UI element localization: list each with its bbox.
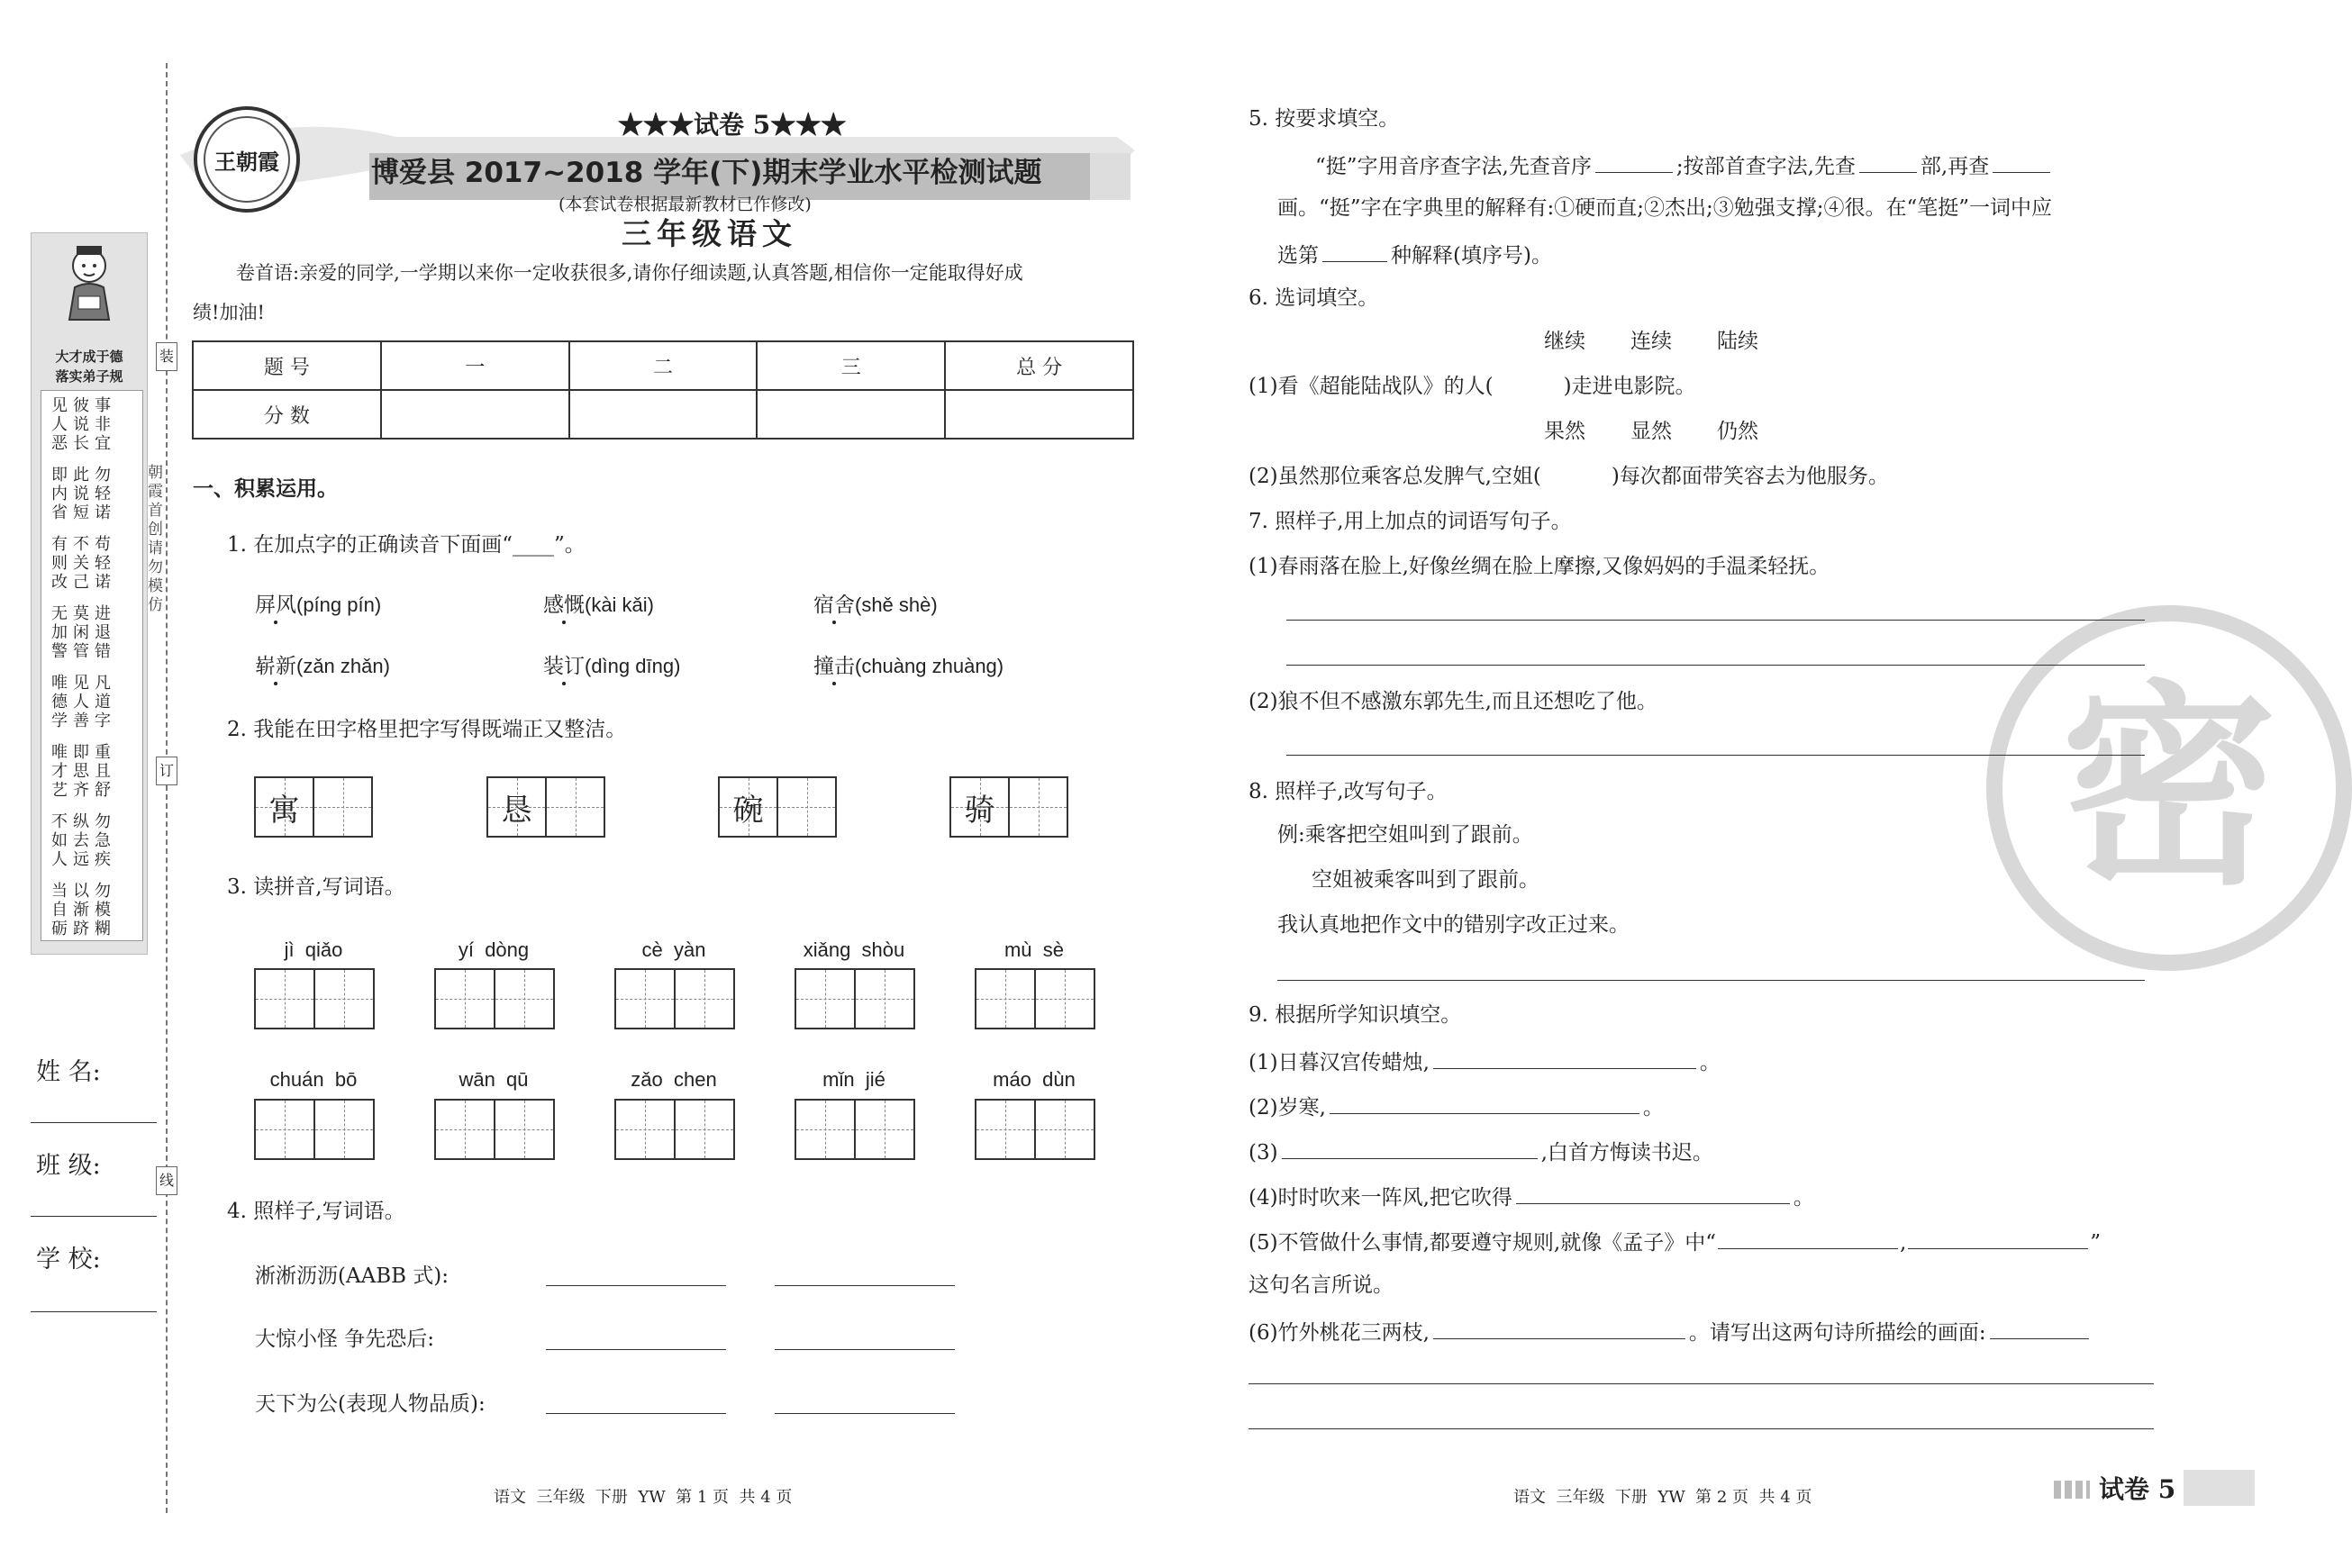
footer-left: 语文 三年级 下册 YW 第 1 页 共 4 页	[494, 1488, 793, 1507]
motto-column: 即内省	[51, 466, 68, 522]
name-field-line[interactable]	[31, 1122, 157, 1123]
q9-blank[interactable]	[1990, 1317, 2089, 1339]
q4-answer-line[interactable]	[546, 1349, 726, 1350]
q2-char: 寓	[268, 792, 300, 829]
q8-answer-line[interactable]	[1277, 980, 2145, 981]
watermark-char: 密	[2060, 662, 2277, 914]
preface-line-2: 绩!加油!	[193, 302, 265, 323]
motto-column: 勿轻诺	[95, 466, 111, 522]
q5-line-2: 画。“挺”字在字典里的解释有:①硬而直;②杰出;③勉强支撑;④很。在“笔挺”一词中应	[1277, 196, 2053, 220]
q4-answer-line[interactable]	[775, 1285, 955, 1286]
score-cell[interactable]	[945, 390, 1133, 439]
watermark-seal	[1986, 605, 2352, 971]
class-field-label: 班 级:	[36, 1152, 101, 1180]
q7-answer-line[interactable]	[1286, 755, 2145, 756]
motto-column: 彼说长	[73, 396, 89, 453]
q5-blank[interactable]	[1859, 150, 1917, 173]
scholar-illustration	[53, 240, 125, 322]
q3-grid[interactable]	[434, 1099, 555, 1160]
q7-answer-line[interactable]	[1286, 620, 2145, 621]
q9-blank[interactable]	[1718, 1227, 1898, 1249]
q2-char: 骑	[964, 792, 995, 829]
motto-column: 重且舒	[95, 743, 111, 800]
q1-item-5	[543, 653, 680, 680]
q9-item-1: (1)日暮汉宫传蜡烛, 。	[1249, 1047, 1721, 1076]
q1-pinyin-options: (shě shè)	[855, 594, 938, 616]
q3-pinyin: mǐn jié	[822, 1068, 885, 1091]
q3-pinyin: chuán bō	[269, 1068, 358, 1091]
school-field-label: 学 校:	[36, 1246, 101, 1273]
q3-grid[interactable]	[254, 968, 375, 1029]
q3-pinyin: cè yàn	[641, 938, 706, 961]
brand-logo-text: 王朝霞	[204, 116, 290, 203]
q4-answer-line[interactable]	[546, 1413, 726, 1414]
motto-column: 无加警	[51, 604, 68, 661]
q1-word: 撞击	[813, 655, 855, 678]
score-header-cell: 总 分	[945, 341, 1133, 390]
motto-column: 不如人	[51, 812, 68, 869]
q9-answer-line[interactable]	[1249, 1428, 2154, 1429]
q7-sentence-1: (1)春雨落在脸上,好像丝绸在脸上摩擦,又像妈妈的手温柔轻抚。	[1249, 555, 1830, 578]
motto-column: 以渐跻	[73, 882, 89, 938]
q2-grid[interactable]	[486, 776, 605, 838]
q3-label: 3. 读拼音,写词语。	[227, 875, 405, 899]
q1-pinyin-options: (píng pín)	[296, 594, 382, 616]
score-row-label: 分 数	[193, 390, 381, 439]
q1-item-3	[813, 592, 938, 619]
q4-item-1: 淅淅沥沥(AABB 式):	[255, 1264, 450, 1288]
q5-line-1: “挺”字用音序查字法,先查音序 ;按部首查字法,先查 部,再查	[1315, 150, 2050, 180]
q9-blank[interactable]	[1433, 1317, 1685, 1339]
q3-pinyin: xiǎng shòu	[803, 938, 905, 961]
motto-column: 见人恶	[51, 396, 68, 453]
q9-item-5: (5)不管做什么事情,都要遵守规则,就像《孟子》中“ , ”	[1249, 1227, 2101, 1256]
q1-word: 崭新	[255, 655, 296, 678]
motto-column: 勿模糊	[95, 882, 111, 938]
q3-grid[interactable]	[254, 1099, 375, 1160]
q1-pinyin-options: (kài kǎi)	[585, 594, 655, 616]
q9-item-5-cont: 这句名言所说。	[1249, 1273, 1394, 1297]
q3-grid[interactable]	[795, 968, 915, 1029]
seal-label-ding: 订	[156, 757, 177, 785]
score-header-cell: 三	[757, 341, 945, 390]
motto-column: 凡道字	[95, 674, 111, 730]
q2-grid[interactable]	[718, 776, 837, 838]
motto-column: 即思齐	[73, 743, 89, 800]
seal-label-zhuang: 装	[156, 342, 177, 371]
motto-column: 莫闲管	[73, 604, 89, 661]
score-cell[interactable]	[569, 390, 758, 439]
seal-label-xian: 线	[156, 1166, 177, 1195]
score-header-cell: 一	[381, 341, 569, 390]
motto-column: 勿急疾	[95, 812, 111, 869]
q3-grid[interactable]	[975, 968, 1095, 1029]
q3-pinyin: jì qiǎo	[284, 938, 343, 961]
q8-example-1: 例:乘客把空姐叫到了跟前。	[1277, 823, 1533, 847]
q1-word: 屏风	[255, 594, 296, 617]
motto-column: 不关己	[73, 535, 89, 592]
q4-item-2: 大惊小怪 争先恐后:	[255, 1328, 435, 1351]
q5-line-3: 选第 种解释(填序号)。	[1277, 240, 1552, 269]
revision-note: (本套试卷根据最新教材已作修改)	[558, 195, 812, 214]
q3-pinyin: wān qū	[459, 1068, 529, 1091]
q1-label: 1. 在加点字的正确读音下面画“____”。	[227, 533, 586, 557]
motto-column: 唯德学	[51, 674, 68, 730]
q9-item-4: (4)时时吹来一阵风,把它吹得 。	[1249, 1182, 1814, 1211]
class-field-line[interactable]	[31, 1216, 157, 1217]
q3-pinyin: zǎo chen	[631, 1068, 717, 1091]
q3-grid[interactable]	[975, 1099, 1095, 1160]
q9-item-6: (6)竹外桃花三两枝, 。请写出这两句诗所描绘的画面:	[1249, 1317, 2089, 1346]
footer-tag-dots	[2054, 1481, 2090, 1499]
q6-sentence-1: (1)看《超能陆战队》的人( )走进电影院。	[1249, 375, 1696, 398]
q9-blank[interactable]	[1433, 1047, 1696, 1069]
q4-answer-line[interactable]	[775, 1413, 955, 1414]
motto-column: 事非宜	[95, 396, 111, 453]
motto-column: 唯才艺	[51, 743, 68, 800]
copyright-note: 朝霞首创 请勿模仿	[148, 464, 163, 614]
q9-blank[interactable]	[1516, 1182, 1790, 1204]
q9-label: 9. 根据所学知识填空。	[1249, 1003, 1462, 1027]
q9-blank[interactable]	[1282, 1137, 1538, 1159]
q3-grid[interactable]	[614, 1099, 735, 1160]
q3-grid[interactable]	[795, 1099, 915, 1160]
footer-tag: 试卷 5	[2099, 1474, 2176, 1504]
footer-right: 语文 三年级 下册 YW 第 2 页 共 4 页	[1513, 1488, 1812, 1507]
q3-pinyin: mù sè	[1003, 938, 1065, 961]
motto-line-1: 大才成于德	[55, 349, 123, 365]
q1-item-2	[543, 592, 654, 619]
exam-title: 博爱县 2017~2018 学年(下)期末学业水平检测试题	[371, 157, 1042, 189]
score-table-row	[193, 390, 1133, 439]
section1-title: 一、积累运用。	[193, 476, 338, 501]
q3-pinyin: yí dòng	[458, 938, 530, 961]
q6-word-bank-2: 果然 显然 仍然	[1544, 420, 1758, 443]
q1-word: 装订	[543, 655, 585, 678]
q6-label: 6. 选词填空。	[1249, 286, 1379, 310]
q9-answer-line[interactable]	[1249, 1383, 2154, 1384]
motto-column: 苟轻诺	[95, 535, 111, 592]
q8-task: 我认真地把作文中的错别字改正过来。	[1277, 913, 1630, 937]
q1-pinyin-options: (chuàng zhuàng)	[855, 655, 1004, 677]
q6-sentence-2: (2)虽然那位乘客总发脾气,空姐( )每次都面带笑容去为他服务。	[1249, 465, 1889, 488]
q2-grid[interactable]	[254, 776, 373, 838]
binding-dashed-line	[166, 63, 168, 1513]
q3-pinyin: máo dùn	[993, 1068, 1076, 1091]
q7-sentence-2: (2)狼不但不感激东郭先生,而且还想吃了他。	[1249, 690, 1657, 713]
q5-label: 5. 按要求填空。	[1249, 107, 1400, 131]
q9-item-2: (2)岁寒, 。	[1249, 1092, 1664, 1121]
motto-column: 纵去远	[73, 812, 89, 869]
brand-logo	[194, 106, 300, 213]
q2-label: 2. 我能在田字格里把字写得既端正又整洁。	[227, 718, 627, 741]
q1-pinyin-options: (zǎn zhǎn)	[296, 655, 390, 677]
q9-blank[interactable]	[1908, 1227, 2088, 1249]
subject-title: 三年级语文	[622, 216, 797, 251]
motto-column: 见人善	[73, 674, 89, 730]
score-header-cell: 题 号	[193, 341, 381, 390]
q2-char: 碗	[732, 792, 764, 829]
score-table	[192, 340, 1134, 440]
q4-label: 4. 照样子,写词语。	[227, 1200, 405, 1223]
q7-label: 7. 照样子,用上加点的词语写句子。	[1249, 510, 1572, 533]
q5-blank[interactable]	[1322, 240, 1387, 262]
q9-item-3: (3) ,白首方悔读书迟。	[1249, 1137, 1713, 1166]
score-header-cell: 二	[569, 341, 758, 390]
q2-grid[interactable]	[949, 776, 1068, 838]
q4-answer-line[interactable]	[546, 1285, 726, 1286]
q1-item-4	[255, 653, 390, 680]
q5-blank[interactable]	[1993, 150, 2050, 173]
series-label: ★★★试卷 5★★★	[618, 110, 847, 140]
footer-tag-bar	[2184, 1470, 2255, 1506]
q6-word-bank-1: 继续 连续 陆续	[1544, 330, 1758, 353]
preface-line-1: 卷首语:亲爱的同学,一学期以来你一定收获很多,请你仔细读题,认真答题,相信你一定能取得好成	[236, 262, 1023, 284]
motto-column: 进退错	[95, 604, 111, 661]
q1-item-1	[255, 592, 381, 619]
q8-label: 8. 照样子,改写句子。	[1249, 780, 1448, 803]
motto-column: 有则改	[51, 535, 68, 592]
q1-item-6	[813, 653, 1003, 680]
motto-column: 当自砺	[51, 882, 68, 938]
motto-line-2: 落实弟子规	[55, 368, 123, 385]
q1-word: 宿舍	[813, 594, 855, 617]
q9-blank[interactable]	[1330, 1092, 1639, 1114]
score-table-header-row	[193, 341, 1133, 390]
school-field-line[interactable]	[31, 1311, 157, 1312]
motto-column: 此说短	[73, 466, 89, 522]
q1-pinyin-options: (dìng dīng)	[585, 655, 681, 677]
q3-grid[interactable]	[614, 968, 735, 1029]
q5-blank[interactable]	[1595, 150, 1673, 173]
score-cell[interactable]	[757, 390, 945, 439]
q2-char: 恳	[501, 792, 532, 829]
name-field-label: 姓 名:	[36, 1058, 101, 1086]
q3-grid[interactable]	[434, 968, 555, 1029]
q1-word: 感慨	[543, 594, 585, 617]
q4-answer-line[interactable]	[775, 1349, 955, 1350]
q7-answer-line[interactable]	[1286, 665, 2145, 666]
q4-item-3: 天下为公(表现人物品质):	[255, 1392, 486, 1416]
q8-example-2: 空姐被乘客叫到了跟前。	[1312, 868, 1539, 892]
score-cell[interactable]	[381, 390, 569, 439]
